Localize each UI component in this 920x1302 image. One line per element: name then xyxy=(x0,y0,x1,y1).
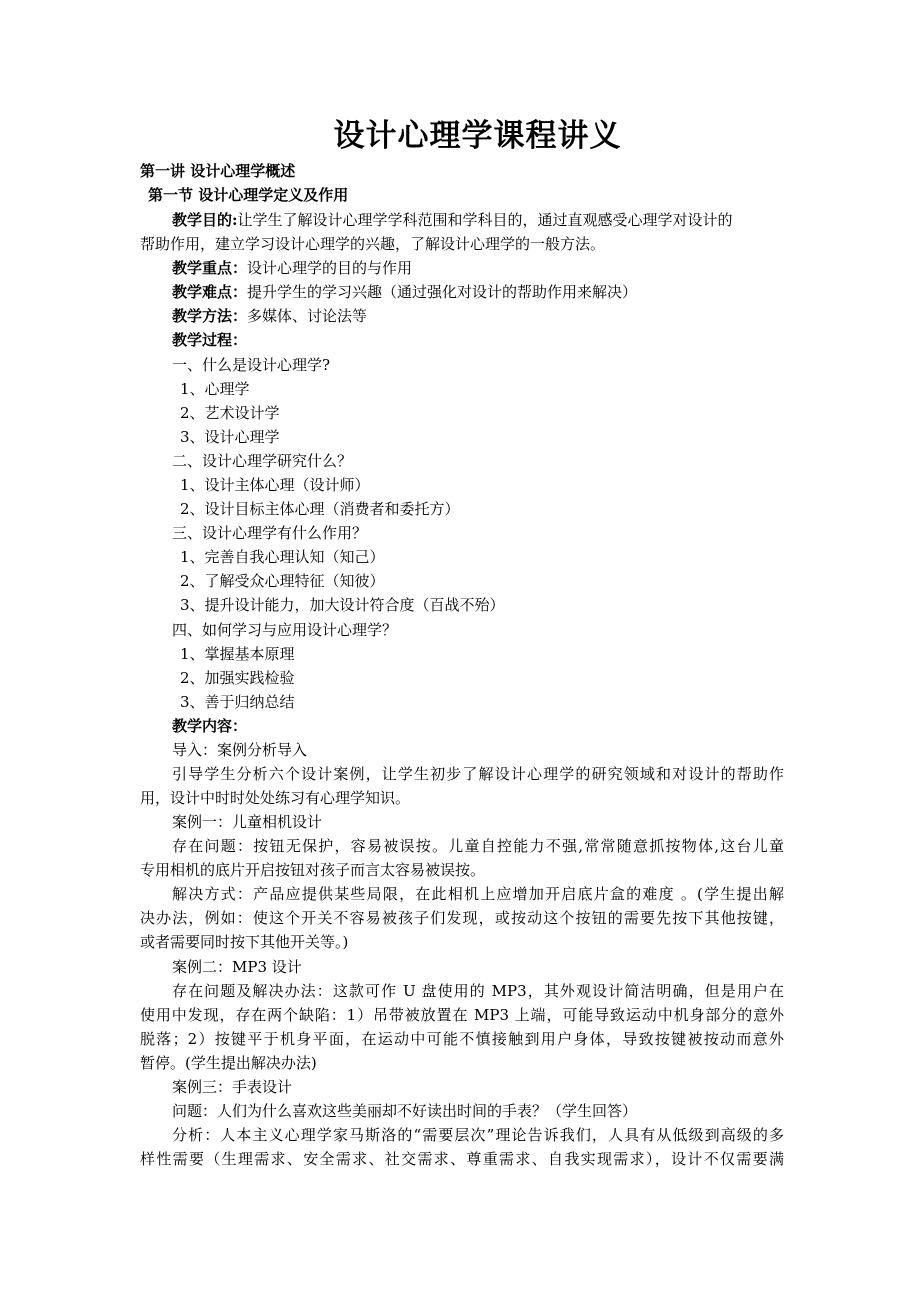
key-point-text: 设计心理学的目的与作用 xyxy=(247,259,413,277)
outline-heading: 四、如何学习与应用设计心理学？ xyxy=(172,621,398,639)
lecture-heading: 第一讲 设计心理学概述 xyxy=(140,162,296,180)
intro-line: 导入：案例分析导入 xyxy=(172,741,308,759)
case2-paragraph-continuation: 使用中发现，存在两个缺陷：1）吊带被放置在 MP3 上端，可能导致运动中机身部分的意外 xyxy=(140,1006,784,1024)
guide-paragraph-continuation: 用，设计中时时处处练习有心理学知识。 xyxy=(140,789,411,807)
outline-item: 3、提升设计能力，加大设计符合度（百战不殆） xyxy=(180,596,505,614)
outline-heading: 二、设计心理学研究什么？ xyxy=(172,452,353,470)
guide-paragraph: 引导学生分析六个设计案例，让学生初步了解设计心理学的研究领域和对设计的帮助作 xyxy=(172,765,784,783)
difficulty-text: 提升学生的学习兴趣（通过强化对设计的帮助作用来解决） xyxy=(247,283,638,301)
outline-heading: 三、设计心理学有什么作用？ xyxy=(172,524,368,542)
section-heading: 第一节 设计心理学定义及作用 xyxy=(148,186,349,204)
key-point-line xyxy=(172,256,412,280)
case3-analysis: 分析：人本主义心理学家马斯洛的“需要层次”理论告诉我们，人具有从低级到高级的多 xyxy=(172,1126,784,1144)
case2-paragraph-end: 暂停。(学生提出解决办法) xyxy=(140,1054,317,1072)
case1-solution-continuation: 决办法，例如：使这个开关不容易被孩子们发现，或按动这个按钮的需要先按下其他按键， xyxy=(140,909,784,927)
case1-solution-end: 或者需要同时按下其他开关等。) xyxy=(140,933,349,951)
case1-title: 案例一：儿童相机设计 xyxy=(172,813,323,831)
case1-solution: 解决方式：产品应提供某些局限，在此相机上应增加开启底片盒的难度 。(学生提出解 xyxy=(172,885,784,903)
objective-label: 教学目的: xyxy=(172,211,238,229)
case2-title: 案例二：MP3 设计 xyxy=(172,958,302,976)
outline-item: 1、完善自我心理认知（知己） xyxy=(180,548,385,566)
objective-line xyxy=(172,208,733,232)
case3-question: 问题：人们为什么喜欢这些美丽却不好读出时间的手表？（学生回答） xyxy=(172,1102,638,1120)
case1-problem: 存在问题：按钮无保护，容易被误按。儿童自控能力不强,常常随意抓按物体,这台儿童 xyxy=(172,837,784,855)
outline-item: 2、加强实践检验 xyxy=(180,669,295,687)
outline-item: 3、善于归纳总结 xyxy=(180,693,295,711)
outline-item: 1、设计主体心理（设计师） xyxy=(180,476,370,494)
case2-paragraph: 存在问题及解决办法：这款可作 U 盘使用的 MP3，其外观设计简洁明确，但是用户在 xyxy=(172,982,784,1000)
outline-item: 2、艺术设计学 xyxy=(180,404,280,422)
objective-text: 让学生了解设计心理学学科范围和学科目的，通过直观感受心理学对设计的 xyxy=(237,211,733,229)
case1-problem-continuation: 专用相机的底片开启按钮对孩子而言太容易被误按。 xyxy=(140,861,486,879)
document-title: 设计心理学课程讲义 xyxy=(333,118,622,154)
content-label: 教学内容： xyxy=(172,717,248,735)
difficulty-line xyxy=(172,280,637,304)
outline-item: 2、设计目标主体心理（消费者和委托方） xyxy=(180,500,460,518)
key-point-label: 教学重点： xyxy=(172,259,248,277)
outline-item: 1、掌握基本原理 xyxy=(180,645,295,663)
difficulty-label: 教学难点： xyxy=(172,283,248,301)
case2-paragraph-continuation: 脱落；2）按键平于机身平面，在运动中可能不慎接触到用户身体，导致按键被按动而意外 xyxy=(140,1030,784,1048)
outline-heading: 一、什么是设计心理学? xyxy=(172,356,331,374)
case3-analysis-continuation: 样性需要（生理需求、安全需求、社交需求、尊重需求、自我实现需求），设计不仅需要满 xyxy=(140,1150,784,1168)
case3-title: 案例三：手表设计 xyxy=(172,1078,293,1096)
outline-item: 1、心理学 xyxy=(180,380,250,398)
outline-item: 3、设计心理学 xyxy=(180,428,280,446)
process-label: 教学过程： xyxy=(172,331,248,349)
method-text: 多媒体、讨论法等 xyxy=(247,307,368,325)
method-line xyxy=(172,304,367,328)
outline-item: 2、了解受众心理特征（知彼） xyxy=(180,572,385,590)
objective-continuation: 帮助作用，建立学习设计心理学的兴趣，了解设计心理学的一般方法。 xyxy=(140,235,606,253)
method-label: 教学方法： xyxy=(172,307,248,325)
